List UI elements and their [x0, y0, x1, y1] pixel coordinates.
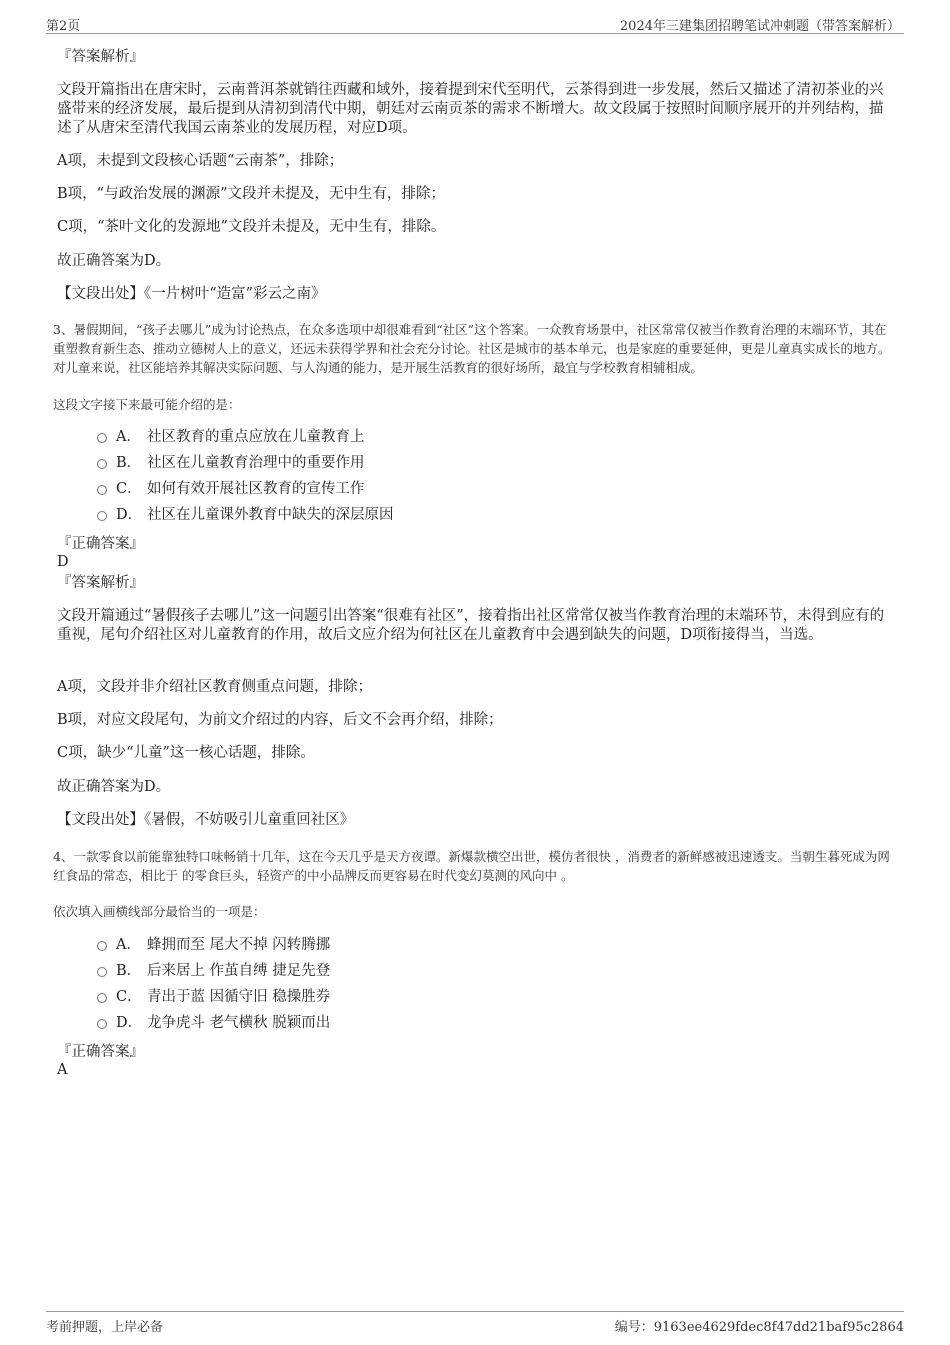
q3-point-b: B项，对应文段尾句，为前文介绍过的内容，后文不会再介绍，排除；: [57, 712, 503, 728]
option-text: 社区在儿童课外教育中缺失的深层原因: [147, 507, 394, 523]
q3-conclusion: 故正确答案为D。: [57, 779, 171, 795]
option-text: 龙争虎斗 老气横秋 脱颖而出: [147, 1015, 331, 1031]
q3-correct-label: 『正确答案』: [57, 536, 144, 552]
radio-icon[interactable]: [97, 967, 107, 977]
radio-icon[interactable]: [97, 433, 107, 443]
q2-analysis-text: 文段开篇指出在唐宋时，云南普洱茶就销往西藏和域外，接着提到宋代至明代，云茶得到进一步发展，然后又描述了清初茶业的兴盛带来的经济发展，最后提到从清初到清代中期，朝廷对云南贡茶的需求不断增大。故文段属于按照时间顺序展开的并列结构，描述了从唐宋至清代我国云南茶业的发展历程，对应D项。: [57, 82, 884, 136]
option-letter: C．: [116, 989, 142, 1005]
option-letter: D．: [116, 1015, 143, 1031]
q4-option-a[interactable]: [97, 936, 330, 955]
option-letter: A．: [116, 937, 141, 953]
radio-icon[interactable]: [97, 511, 107, 521]
page-number: 第2页: [46, 19, 81, 34]
q2-conclusion: 故正确答案为D。: [57, 253, 171, 269]
footer-slogan: 考前押题，上岸必备: [46, 1320, 164, 1335]
q4-option-b[interactable]: [97, 962, 330, 981]
q4-stem: 4、一款零食以前能靠独特口味畅销十几年，这在今天几乎是天方夜谭。新爆款横空出世，模仿者很快 ，消费者的新鲜感被迅速透支。当朝生暮死成为网红食品的常态，相比于 的零食巨头，轻资产的中小品牌反而更容易在时代变幻莫测的风向中 。: [53, 849, 890, 883]
q3-analysis-text: 文段开篇通过“暑假孩子去哪儿”这一问题引出答案“很难有社区”，接着指出社区常常仅被当作教育治理的末端环节，未得到应有的重视，尾句介绍社区对儿童教育的作用，故后文应介绍为何社区在儿童教育中会遇到缺失的问题，D项衔接得当，当选。: [57, 608, 885, 643]
radio-icon[interactable]: [97, 941, 107, 951]
q3-option-a[interactable]: [97, 428, 365, 447]
radio-icon[interactable]: [97, 459, 107, 469]
q4-option-c[interactable]: [97, 988, 330, 1007]
radio-icon[interactable]: [97, 485, 107, 495]
option-text: 社区教育的重点应放在儿童教育上: [147, 429, 365, 445]
q3-point-a: A项，文段并非介绍社区教育侧重点问题，排除；: [57, 679, 372, 695]
page-header: [46, 14, 904, 34]
radio-icon[interactable]: [97, 993, 107, 1003]
q3-source: 【文段出处】《暑假，不妨吸引儿童重回社区》: [57, 812, 355, 828]
q3-option-b[interactable]: [97, 454, 365, 473]
q3-analysis-label: 『答案解析』: [57, 575, 144, 591]
q3-stem: 3、暑假期间，“孩子去哪儿”成为讨论热点，在众多选项中却很难看到“社区”这个答案。一众教育场景中，社区常常仅被当作教育治理的末端环节，其在重塑教育新生态、推动立德树人上的意义，还远未获得学界和社会充分讨论。社区是城市的基本单元，也是家庭的重要延伸，更是儿童真实成长的地方。对儿童来说，社区能培养其解决实际问题、与人沟通的能力，是开展生活教育的很好场所，最宜与学校教育相辅相成。: [53, 322, 891, 375]
q3-correct-answer: D: [57, 554, 69, 570]
q2-point-c: C项，“茶叶文化的发源地”文段并未提及，无中生有，排除。: [57, 219, 446, 235]
option-letter: D．: [116, 507, 143, 523]
q4-option-d[interactable]: [97, 1014, 330, 1033]
q2-point-a: A项，未提到文段核心话题“云南茶”，排除；: [57, 153, 344, 169]
option-letter: B．: [116, 963, 142, 979]
option-text: 如何有效开展社区教育的宣传工作: [147, 481, 365, 497]
q4-correct-label: 『正确答案』: [57, 1044, 144, 1060]
option-text: 蜂拥而至 尾大不掉 闪转腾挪: [147, 937, 331, 953]
q4-prompt: 依次填入画横线部分最恰当的一项是：: [53, 904, 266, 919]
option-letter: B．: [116, 455, 142, 471]
q3-point-c: C项，缺少“儿童”这一核心话题，排除。: [57, 745, 315, 761]
q2-source: 【文段出处】《一片树叶“造富”彩云之南》: [57, 286, 326, 302]
radio-icon[interactable]: [97, 1019, 107, 1029]
q3-prompt: 这段文字接下来最可能介绍的是：: [53, 397, 241, 412]
footer-serial: 编号：9163ee4629fdec8f47dd21baf95c2864: [614, 1320, 904, 1335]
page-footer: [46, 1311, 904, 1334]
document-title: 2024年三建集团招聘笔试冲刺题（带答案解析）: [619, 19, 900, 34]
option-text: 青出于蓝 因循守旧 稳操胜券: [147, 989, 331, 1005]
option-letter: A．: [116, 429, 141, 445]
q4-correct-answer: A: [57, 1062, 68, 1078]
q2-analysis-label: 『答案解析』: [57, 49, 144, 65]
option-text: 社区在儿童教育治理中的重要作用: [147, 455, 365, 471]
option-letter: C．: [116, 481, 142, 497]
q3-option-d[interactable]: [97, 506, 394, 525]
q2-point-b: B项，“与政治发展的渊源”文段并未提及，无中生有，排除；: [57, 186, 445, 202]
option-text: 后来居上 作茧自缚 捷足先登: [147, 963, 331, 979]
q3-option-c[interactable]: [97, 480, 365, 499]
